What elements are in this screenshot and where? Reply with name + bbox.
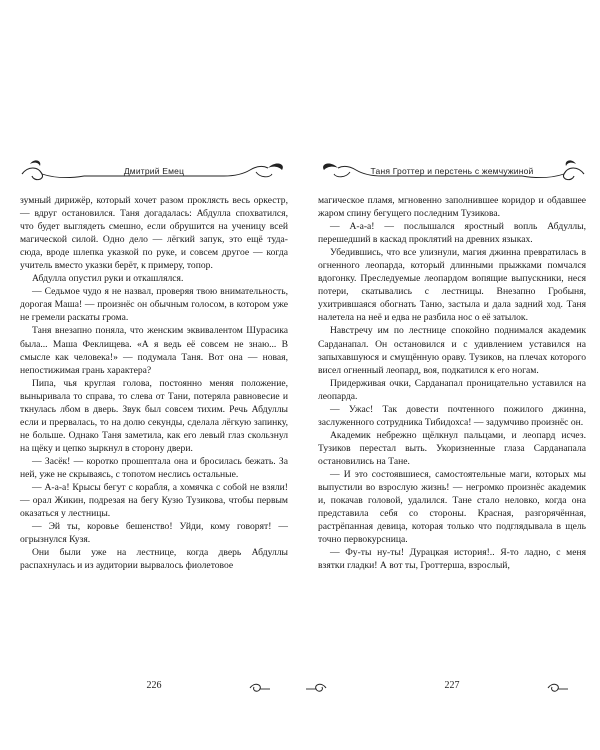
paragraph: Абдулла опустил руки и откашлялся. [32, 273, 184, 285]
right-body-text [318, 194, 586, 572]
paragraph: Убедившись, что все улизнули, магия джинна превратилась в огненного леопарда, который длинными прыжками помчался вдогонку. Преследуемые леопардом вопящие выпускники, неся потери, скатывались с лестницы. Внезапно Гробыня, ухитрившаяся обогнать Таню, застыла и дала задний ход. Таня налетела на неё и едва не разбила нос о её затылок. [318, 247, 586, 324]
paragraph: — Фу-ты ну-ты! Дурацкая история!.. Я-то ладно, с меня взятки гладки! А вот ты, Гроттерша, взрослый, [318, 547, 586, 572]
left-running-head-text: Дмитрий Емец [123, 166, 185, 176]
right-folio [318, 679, 586, 695]
paragraph: Академик небрежно щёлкнул пальцами, и леопард исчез. Тузиков перестал выть. Укоризненные глаза Сарданапала остановились на Тане. [318, 429, 586, 467]
left-running-head [20, 150, 288, 194]
right-page-number: 227 [444, 680, 460, 691]
paragraph: Таня внезапно поняла, что женским эквивалентом Шурасика была... Маша Феклищева. «А я ведь её совсем не знаю... В смысле как человека!» — подумала Таня. Вот она — новая, непостижимая грань характера? [20, 325, 288, 376]
right-running-head [318, 150, 586, 194]
paragraph: — Ужас! Так довести почтенного пожилого джинна, заслуженного сотрудника Тибидохса! — задумчиво произнёс он. [318, 403, 586, 428]
paragraph: Придерживая очки, Сарданапал проницательно уставился на леопарда. [318, 377, 586, 402]
paragraph: зумный дирижёр, который хочет разом проклясть весь оркестр, — вдруг остановился. Таня догадалась: Абдулла спохватился, что будет выглядеть смешно, если обрушится на ученицу всей магической силой. Одно дело — лёгкий запук, это ещё туда-сюда, вроде шлепка указкой по руке, и совсем другое — когда учитель вместо указки берёт, к примеру, топор. [20, 195, 288, 272]
paragraph: магическое пламя, мгновенно заполнившее коридор и обдавшее жаром спину бегущего последним Тузикова. [318, 195, 586, 220]
paragraph: Навстречу им по лестнице спокойно поднимался академик Сарданапал. Он остановился и с удивлением уставился на запыхавшуюся и смущённую ораву. Тузиков, на плечах которого висел огненный леопард, воя, подкатился к его ногам. [318, 325, 586, 376]
right-page [318, 150, 586, 691]
left-page-number: 226 [146, 680, 162, 691]
paragraph: — Эй ты, коровье бешенство! Уйди, кому говорят! — огрызнулся Кузя. [20, 521, 288, 546]
paragraph: — А-а-а! — послышался яростный вопль Абдуллы, перешедший в каскад проклятий на древних языках. [318, 221, 586, 246]
left-page [20, 150, 288, 691]
paragraph: — Седьмое чудо я не назвал, проверяя твою внимательность, дорогая Маша! — произнёс он обычным голосом, в котором уже не гремели раскаты грома. [20, 286, 288, 324]
right-running-head-text: Таня Гроттер и перстень с жемчужиной [370, 166, 534, 176]
paragraph: Они были уже на лестнице, когда дверь Абдуллы распахнулась и из аудитории вырвалось фиолетовое [20, 547, 288, 572]
left-folio [20, 679, 288, 695]
paragraph: — Засёк! — коротко прошептала она и бросилась бежать. За ней, уже не скрываясь, с топотом неслись остальные. [20, 455, 288, 480]
paragraph: — А-а-а! Крысы бегут с корабля, а хомячка с собой не взяли! — орал Жикин, подрезая на бегу Кузю Тузикова, чтобы первым оказаться у лестницы. [20, 482, 288, 520]
paragraph: Пипа, чья круглая голова, постоянно меняя положение, выныривала то справа, то слева от Тани, потеряла равновесие и ткнулась лбом в дверь. Звук был совсем тихим. Речь Абдуллы если и прервалась, то на долю секунды, сделала лёгкую запинку, не больше. Однако Таня заметила, как его левый глаз скользнул на щёку и цепко зыркнул в сторону двери. [20, 377, 288, 454]
paragraph: — И это состоявшиеся, самостоятельные маги, которых мы выпустили во взрослую жизнь! — негромко произнёс академик и, покачав головой, удалился. Тане стало неловко, когда она представила себя со стороны. Красная, разгорячённая, растрёпанная девица, которая только что подглядывала в щель точно первокурсница. [318, 468, 586, 546]
left-body-text [20, 194, 288, 572]
